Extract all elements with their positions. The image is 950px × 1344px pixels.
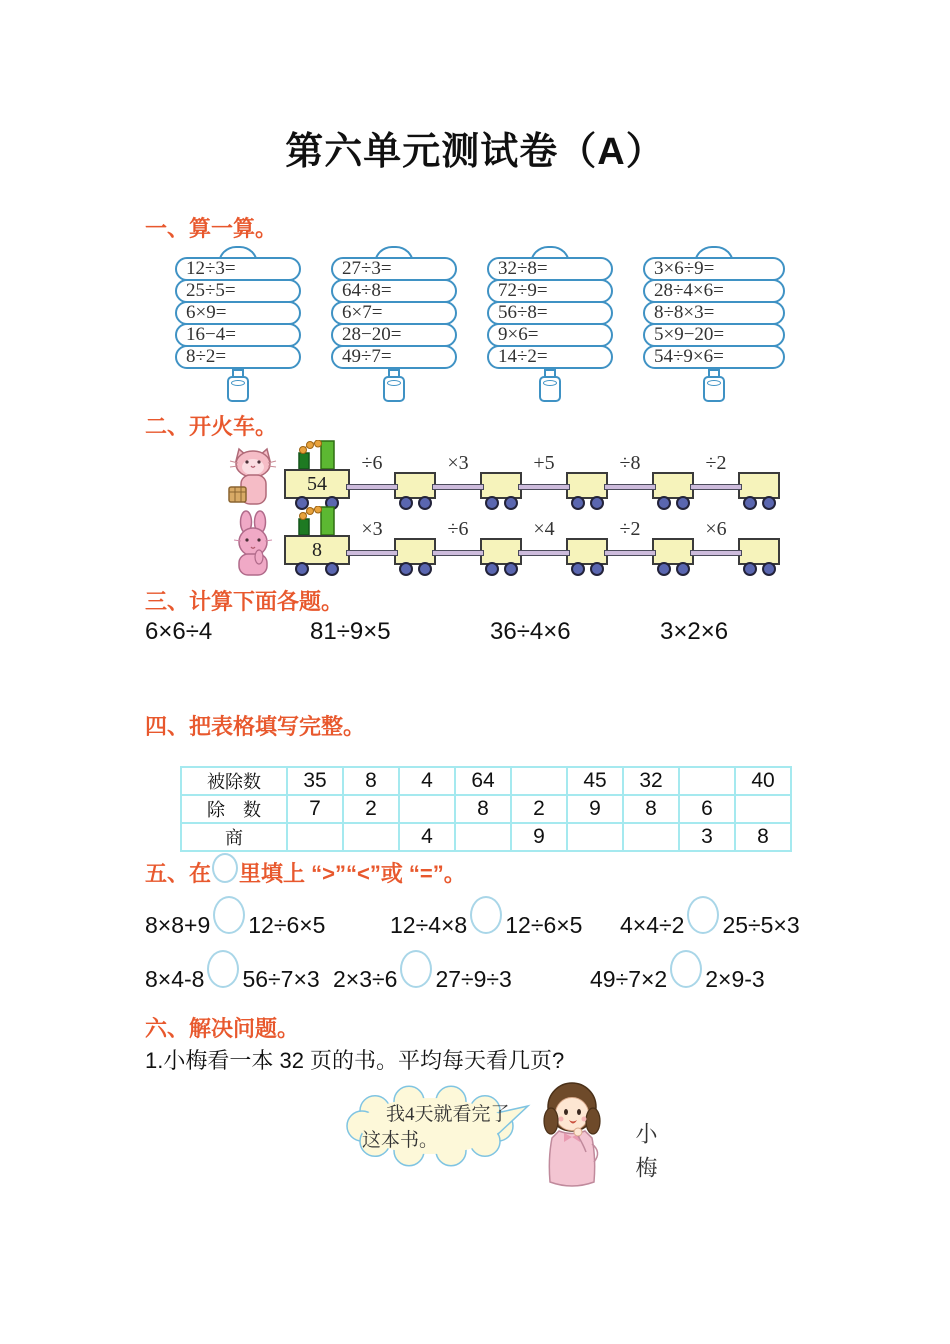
comparison-right: 56÷7×3: [242, 965, 320, 992]
answer-box: [394, 538, 436, 565]
answer-box: [652, 538, 694, 565]
comparison-left: 8×8+9: [145, 911, 211, 938]
train-wheels: [295, 562, 339, 576]
train-wheels: [485, 562, 518, 576]
train-car: [566, 538, 608, 576]
comparison-item: [620, 906, 800, 944]
math-problem: 49÷7=: [331, 345, 457, 369]
train-link: [608, 518, 652, 576]
table-cell: 4: [399, 823, 455, 851]
train-car: [394, 538, 436, 576]
table-cell: [287, 823, 343, 851]
expression: 6×6÷4: [145, 618, 213, 645]
train-link: [350, 518, 394, 576]
table-cell: 4: [399, 767, 455, 795]
train-engine: [284, 506, 350, 576]
table-cell: 8: [343, 767, 399, 795]
comparison-item: [145, 960, 320, 998]
bubble-text-line1: 我4天就看完了: [386, 1104, 510, 1125]
math-problem: 25÷5=: [175, 279, 301, 303]
girl-icon: [528, 1080, 616, 1192]
answer-box: [652, 472, 694, 499]
section-5-header: [145, 857, 466, 890]
train-link: [522, 452, 566, 510]
train-wheels: [743, 562, 776, 576]
row-label: 商: [181, 823, 287, 851]
table-cell: [399, 795, 455, 823]
train-operation: ÷8: [619, 452, 641, 474]
table-cell: [567, 823, 623, 851]
train-start-number: 54: [284, 469, 350, 499]
table-cell: 2: [343, 795, 399, 823]
table-cell: 3: [679, 823, 735, 851]
math-problem: 72÷9=: [487, 279, 613, 303]
compare-circle-icon: [213, 896, 245, 934]
train-operation: ÷6: [447, 518, 469, 540]
expression: 36÷4×6: [490, 618, 571, 645]
division-table: [180, 766, 792, 852]
train-operation: ÷2: [705, 452, 727, 474]
train-operation: ×3: [447, 452, 469, 474]
section-6-header: 六、解决问题。: [145, 1016, 300, 1041]
table-cell: 8: [455, 795, 511, 823]
train-link: [694, 518, 738, 576]
compare-circle-icon: [207, 950, 239, 988]
train-car: [738, 472, 780, 510]
table-cell: 9: [567, 795, 623, 823]
comparison-item: [333, 960, 512, 998]
math-problem: 56÷8=: [487, 301, 613, 325]
section-1-header: 一、算一算。: [145, 216, 278, 241]
train-car: [566, 472, 608, 510]
comparison-right: 2×9-3: [705, 965, 765, 992]
compare-circle-icon: [670, 950, 702, 988]
problem-tags-row: [175, 246, 785, 402]
math-problem: 12÷3=: [175, 257, 301, 281]
train-operation: ÷2: [619, 518, 641, 540]
table-cell: [623, 823, 679, 851]
train-car: [480, 538, 522, 576]
girl-name-label: 小梅: [633, 1122, 658, 1190]
math-problem: 28÷4×6=: [643, 279, 785, 303]
tag-weight-icon: [383, 376, 405, 402]
compare-circle-icon: [470, 896, 502, 934]
comparison-row-1: [145, 906, 845, 952]
compare-circle-icon: [400, 950, 432, 988]
page-title: 第六单元测试卷（A）: [285, 131, 665, 173]
answer-box: [480, 472, 522, 499]
row-label: 除 数: [181, 795, 287, 823]
problem-illustration: [342, 1082, 672, 1212]
table-cell: 7: [287, 795, 343, 823]
comparison-item: [145, 906, 325, 944]
math-problem: 32÷8=: [487, 257, 613, 281]
comparison-right: 12÷6×5: [505, 911, 583, 938]
lantern-tag: [175, 246, 301, 402]
train-row-rabbit: [226, 506, 780, 576]
compare-circle-icon: [687, 896, 719, 934]
comparison-left: 2×3÷6: [333, 965, 398, 992]
math-problem: 8÷2=: [175, 345, 301, 369]
table-cell: 6: [679, 795, 735, 823]
math-problem: 28−20=: [331, 323, 457, 347]
train-wheels: [657, 562, 690, 576]
math-problem: 54÷9×6=: [643, 345, 785, 369]
table-cell: 64: [455, 767, 511, 795]
table-cell: 40: [735, 767, 791, 795]
comparison-left: 12÷4×8: [390, 911, 468, 938]
math-problem: 3×6÷9=: [643, 257, 785, 281]
lantern-tag: [487, 246, 613, 402]
comparison-right: 12÷6×5: [248, 911, 326, 938]
table-cell: [455, 823, 511, 851]
table-cell: 9: [511, 823, 567, 851]
train-link: [436, 452, 480, 510]
table-cell: 8: [735, 823, 791, 851]
comparison-left: 49÷7×2: [590, 965, 668, 992]
math-problem: 16−4=: [175, 323, 301, 347]
compare-circle-icon: [212, 853, 238, 883]
section-5-header-suffix: 里填上 “>”“<”或 “=”。: [239, 861, 466, 886]
table-cell: [735, 795, 791, 823]
section-4-header: 四、把表格填写完整。: [145, 714, 366, 739]
table-cell: 8: [623, 795, 679, 823]
train-link: [350, 452, 394, 510]
word-problem-1: 1.小梅看一本 32 页的书。平均每天看几页?: [145, 1048, 565, 1073]
engine-chimney-icon: [294, 506, 340, 536]
table-cell: [343, 823, 399, 851]
comparison-right: 27÷9÷3: [435, 965, 512, 992]
calculation-expressions: [145, 618, 865, 648]
train-car: [652, 472, 694, 510]
engine-chimney-icon: [294, 440, 340, 470]
table-row-quotient: [181, 823, 791, 851]
answer-box: [566, 472, 608, 499]
train-link: [608, 452, 652, 510]
math-problem: 6×7=: [331, 301, 457, 325]
table-cell: 32: [623, 767, 679, 795]
table-row-divisor: [181, 795, 791, 823]
train-wheels: [399, 562, 432, 576]
lantern-tag: [643, 246, 785, 402]
table-row-dividend: [181, 767, 791, 795]
train-car: [394, 472, 436, 510]
expression: 81÷9×5: [310, 618, 391, 645]
section-5-header-prefix: 五、在: [145, 861, 212, 886]
math-problem: 9×6=: [487, 323, 613, 347]
train-link: [522, 518, 566, 576]
train-link: [436, 518, 480, 576]
tag-weight-icon: [539, 376, 561, 402]
train-car: [480, 472, 522, 510]
train-operation: ×6: [705, 518, 727, 540]
comparison-row-2: [145, 960, 845, 1006]
comparison-item: [590, 960, 765, 998]
cat-icon: [226, 446, 280, 510]
train-wheels: [571, 562, 604, 576]
comparison-right: 25÷5×3: [722, 911, 800, 938]
table-cell: [511, 767, 567, 795]
comparison-item: [390, 906, 582, 944]
table-cell: [679, 767, 735, 795]
comparison-left: 8×4-8: [145, 965, 205, 992]
train-start-number: 8: [284, 535, 350, 565]
section-3-header: 三、计算下面各题。: [145, 589, 344, 614]
row-label: 被除数: [181, 767, 287, 795]
answer-box: [566, 538, 608, 565]
comparison-left: 4×4÷2: [620, 911, 685, 938]
math-problem: 27÷3=: [331, 257, 457, 281]
tag-weight-icon: [703, 376, 725, 402]
train-engine: [284, 440, 350, 510]
answer-box: [738, 472, 780, 499]
train-car: [652, 538, 694, 576]
train-car: [738, 538, 780, 576]
lantern-tag: [331, 246, 457, 402]
math-problem: 14÷2=: [487, 345, 613, 369]
section-2-header: 二、开火车。: [145, 414, 278, 439]
answer-box: [480, 538, 522, 565]
train-operation: ×4: [533, 518, 555, 540]
math-problem: 8÷8×3=: [643, 301, 785, 325]
math-problem: 6×9=: [175, 301, 301, 325]
bubble-text-line2: 这本书。: [362, 1130, 439, 1151]
table-cell: 35: [287, 767, 343, 795]
math-problem: 64÷8=: [331, 279, 457, 303]
train-row-cat: [226, 440, 780, 510]
train-operation: +5: [533, 452, 555, 474]
train-operation: ÷6: [361, 452, 383, 474]
expression: 3×2×6: [660, 618, 729, 645]
answer-box: [738, 538, 780, 565]
train-link: [694, 452, 738, 510]
answer-box: [394, 472, 436, 499]
tag-weight-icon: [227, 376, 249, 402]
math-problem: 5×9−20=: [643, 323, 785, 347]
rabbit-icon: [226, 510, 280, 576]
train-operation: ×3: [361, 518, 383, 540]
table-cell: 45: [567, 767, 623, 795]
table-cell: 2: [511, 795, 567, 823]
